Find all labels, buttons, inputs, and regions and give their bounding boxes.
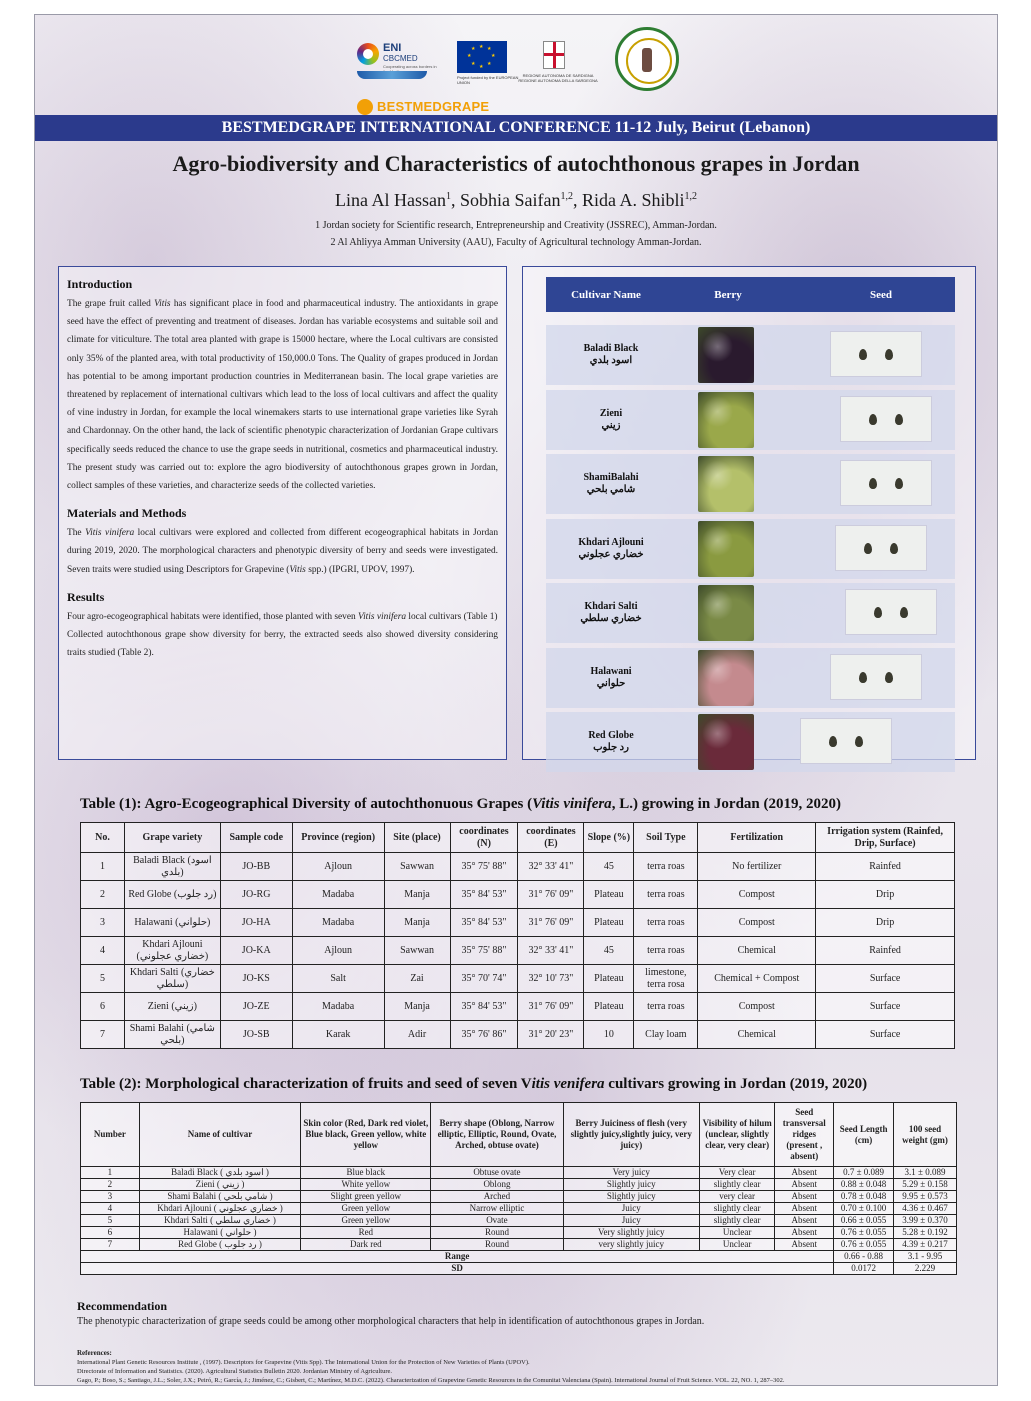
table2-header-cell: Skin color (Red, Dark red violet, Blue black, Green yellow, white yellow xyxy=(301,1103,431,1167)
table1-cell: Plateau xyxy=(584,881,634,909)
table1-cell: Drip xyxy=(816,881,955,909)
reference-3: Gago, P.; Boso, S.; Santiago, J.L.; Soler, J.X.; Peiró, R.; García, J.; Jiménez, C.; Gisbert, C.; Martínez, M.D.C. (2022). Characterization of Grapevine Genetic Resources in the Comunitat Valenciana (Spain). International Journal of Fruit Science. VOL. 22, NO. 1, 287–302. xyxy=(77,1377,785,1384)
cultivar-row xyxy=(546,390,955,450)
cultivar-name xyxy=(546,519,676,579)
table2-header-cell: Number xyxy=(81,1103,140,1167)
seed-photo xyxy=(845,589,937,635)
table1-cell: 35° 84' 53" xyxy=(450,881,518,909)
table2-cell: 0.7 ± 0.089 xyxy=(834,1167,894,1179)
table1-cell: terra roas xyxy=(634,881,698,909)
table1-cell: 35° 75' 88" xyxy=(450,937,518,965)
table1-header-row xyxy=(81,823,955,853)
table2-cell: Baladi Black ( اسود بلدي ) xyxy=(139,1167,301,1179)
cultivar-row xyxy=(546,325,955,385)
table2-cell: Shami Balahi ( شامي بلحي ) xyxy=(139,1191,301,1203)
cultivar-name xyxy=(546,390,676,450)
table2-cell: Absent xyxy=(775,1215,834,1227)
table1-cell: Khdari Salti (خضاري سلطي) xyxy=(124,965,220,993)
table1-cell: terra roas xyxy=(634,909,698,937)
table2-cell: very clear xyxy=(699,1191,775,1203)
table2-cell: Dark red xyxy=(301,1239,431,1251)
cultivar-name-ar: شامي بلحي xyxy=(586,484,636,495)
table2-cell: 5.28 ± 0.192 xyxy=(893,1227,956,1239)
table1-cell: 35° 75' 88" xyxy=(450,853,518,881)
table2-cell: Khdari Salti ( خضاري سلطي ) xyxy=(139,1215,301,1227)
table-row xyxy=(81,1203,957,1215)
table1-cell: 32° 10' 73" xyxy=(518,965,584,993)
eu-flag-logo: ★ ★ ★ ★ ★ ★ ★ ★ Project funded by the EUROPEAN UNION xyxy=(457,41,527,87)
table1-cell: 35° 84' 53" xyxy=(450,993,518,1021)
table2-cell: 9.95 ± 0.573 xyxy=(893,1191,956,1203)
table1-cell: 31° 76' 09" xyxy=(518,881,584,909)
table1-cell: JO-BB xyxy=(220,853,292,881)
seed-shape xyxy=(869,414,877,425)
table1-cell: Chemical xyxy=(698,1021,816,1049)
table2-cell: 0.70 ± 0.100 xyxy=(834,1203,894,1215)
cultivar-name-ar: خضاري سلطي xyxy=(580,613,642,624)
table1-cell: Ajloun xyxy=(292,853,384,881)
table2-header-cell: Name of cultivar xyxy=(139,1103,301,1167)
table1-header-cell: Sample code xyxy=(220,823,292,853)
table1-cell: Manja xyxy=(384,909,450,937)
cultivar-name-en: Halawani xyxy=(590,665,632,677)
table2-cell: slightly clear xyxy=(699,1179,775,1191)
logo-row xyxy=(35,27,997,117)
seed-photo xyxy=(835,525,927,571)
table1-cell: JO-KA xyxy=(220,937,292,965)
cultivar-table-header xyxy=(546,277,955,312)
table1-header-cell: Site (place) xyxy=(384,823,450,853)
table2-cell: Unclear xyxy=(699,1239,775,1251)
table2-cell: Very clear xyxy=(699,1167,775,1179)
table2-cell: Ovate xyxy=(431,1215,563,1227)
table2-cell: Absent xyxy=(775,1167,834,1179)
table1-cell: 35° 70' 74" xyxy=(450,965,518,993)
introduction-text: The grape fruit called Vitis has significant place in food and pharmaceutical industry. The antioxidants in grape seed have the effect of preventing and treatment of diseases. Jordan has variable ecosystems and suitable soil and climate for viticulture. The total area planted with grape is 15000 hectare, where the Local cultivars are consisted only 35% of the planted area, with total productivity of 150,000.0 Tons. The Quality of grapes produced in Jordan has potential to be among important production countries in Mediterranean basin. The local grape varieties are threatened by replacement of international cultivars which lead to the loss of local cultivars and affect the quality of vine industry in Jordan, for example the local winemakers starts to use international grape varieties like Syrah and Chardonnay. On the other hand, the lack of scientific phenotypic characterization of Jordanian Grape cultivars specifically seeds reduced the chance to use the grape seeds in nutritional, cosmetics and pharmaceutical industry. The present study was carried out to: explore the agro biodiversity of autochthonous grapes grown in Jordan, collect samples of these varieties, and characterize seeds of the collected varieties. xyxy=(67,299,498,492)
seed-shape xyxy=(895,478,903,489)
poster xyxy=(34,14,998,1386)
table1-cell: Salt xyxy=(292,965,384,993)
cultivar-name-en: Baladi Black xyxy=(583,343,639,354)
table2-cell: 3.99 ± 0.370 xyxy=(893,1215,956,1227)
table1-cell: Adir xyxy=(384,1021,450,1049)
table2-cell: Round xyxy=(431,1227,563,1239)
table2 xyxy=(80,1102,957,1275)
summary-seed-length: 0.0172 xyxy=(834,1263,894,1275)
table2-cell: 0.78 ± 0.048 xyxy=(834,1191,894,1203)
table-row xyxy=(81,1191,957,1203)
table1-cell: 31° 20' 23" xyxy=(518,1021,584,1049)
bestmedgrape-logo: BESTMEDGRAPE xyxy=(357,97,507,119)
table1-cell: Rainfed xyxy=(816,937,955,965)
cultivar-name xyxy=(546,325,676,385)
seed-shape xyxy=(869,478,877,489)
cultivar-name-en: Zieni xyxy=(599,407,623,419)
cultivar-name-ar: خضاري عجلوني xyxy=(578,548,644,560)
table1-title: Table (1): Agro-Ecogeographical Diversity of autochthonuous Grapes (Vitis vinifera, L.) growing in Jordan (2019, 2020) xyxy=(80,796,842,812)
berry-photo xyxy=(698,521,754,577)
cultivar-name xyxy=(546,648,676,708)
cultivar-row xyxy=(546,712,955,772)
table1-cell: Compost xyxy=(698,909,816,937)
table1-cell: Madaba xyxy=(292,993,384,1021)
table1-cell: Zai xyxy=(384,965,450,993)
table1-cell: Plateau xyxy=(584,909,634,937)
table2-cell: Slightly juicy xyxy=(563,1179,699,1191)
table1-cell: Shami Balahi (شامي بلحي) xyxy=(124,1021,220,1049)
table1-cell: Baladi Black (اسود بلدي) xyxy=(124,853,220,881)
seed-photo xyxy=(830,331,922,377)
jssrec-seal-logo xyxy=(615,27,679,91)
table1-cell: 6 xyxy=(81,993,125,1021)
table-row xyxy=(81,853,955,881)
seed-shape xyxy=(855,736,863,747)
seed-photo xyxy=(840,460,932,506)
range-row xyxy=(81,1251,957,1263)
cultivar-name-en: ShamiBalahi xyxy=(583,472,639,483)
table-row xyxy=(81,1215,957,1227)
eni-cbcmed-logo: ENI CBCMED Cooperating across borders in xyxy=(357,41,447,89)
summary-seed-weight: 3.1 - 9.95 xyxy=(893,1251,956,1263)
table1 xyxy=(80,822,955,1049)
table2-cell: slightly clear xyxy=(699,1203,775,1215)
table1-cell: Surface xyxy=(816,965,955,993)
table1-cell: Madaba xyxy=(292,881,384,909)
poster-title: Agro-biodiversity and Characteristics of autochthonous grapes in Jordan xyxy=(172,151,860,176)
table2-header-cell: 100 seed weight (gm) xyxy=(893,1103,956,1167)
table1-cell: 4 xyxy=(81,937,125,965)
table1-cell: 32° 33' 41" xyxy=(518,853,584,881)
table2-cell: Obtuse ovate xyxy=(431,1167,563,1179)
seed-shape xyxy=(874,607,882,618)
berry-photo xyxy=(698,456,754,512)
results-text: Four agro-ecogeographical habitats were identified, those planted with seven Vitis vinifera local cultivars (Table 1) Collected autochthonous grape show diversity for berry, the extracted seeds also showed diversity considering traits studied (Table 2). xyxy=(67,611,498,659)
table2-cell: Very slightly juicy xyxy=(563,1227,699,1239)
header-seed: Seed xyxy=(870,288,892,301)
table1-cell: Compost xyxy=(698,881,816,909)
table1-cell: JO-RG xyxy=(220,881,292,909)
cultivar-row xyxy=(546,519,955,579)
table1-cell: 45 xyxy=(584,937,634,965)
reference-2: Directorate of Information and Statistics. (2020). Agricultural Statistics Bulletin 2020. Jordanian Ministry of Agriculture. xyxy=(77,1368,393,1375)
summary-label: SD xyxy=(81,1263,834,1275)
table1-header-cell: Irrigation system (Rainfed, Drip, Surface) xyxy=(816,823,955,853)
methods-text: The Vitis vinifera local cultivars were explored and collected from different ecogeographical habitats in Jordan during 2019, 2020. The morphological characters and phenotypic diversity of berry and seeds were investigated. Seven traits were studied using Descriptors for Grapevine (Vitis spp.) (IPGRI, UPOV, 1997). xyxy=(67,528,499,575)
table1-cell: Manja xyxy=(384,881,450,909)
table1-cell: Sawwan xyxy=(384,853,450,881)
reference-1: International Plant Genetic Resources Institute , (1997). Descriptors for Grapevine (Vitis Spp). The International Union for the Protection of New Varieties of Plants (UPOV). xyxy=(77,1359,530,1366)
table2-cell: Red xyxy=(301,1227,431,1239)
conference-banner: BESTMEDGRAPE INTERNATIONAL CONFERENCE 11-12 July, Beirut (Lebanon) xyxy=(35,115,997,141)
table-row xyxy=(81,881,955,909)
berry-photo xyxy=(698,392,754,448)
table2-cell: 0.88 ± 0.048 xyxy=(834,1179,894,1191)
table2-header-cell: Berry Juiciness of flesh (very slightly juicy,slightly juicy, very juicy) xyxy=(563,1103,699,1167)
results-heading: Results xyxy=(67,589,105,604)
table1-cell: No fertilizer xyxy=(698,853,816,881)
table2-cell: Juicy xyxy=(563,1203,699,1215)
recommendation-text: The phenotypic characterization of grape seeds could be among other morphological characters that help in identification of autochthonous grapes in Jordan. xyxy=(77,1316,705,1327)
affiliation-2: 2 Al Ahliyya Amman University (AAU), Faculty of Agricultural technology Amman-Jordan. xyxy=(330,237,702,248)
header-berry: Berry xyxy=(714,288,742,301)
table-row xyxy=(81,937,955,965)
table2-cell: Slight green yellow xyxy=(301,1191,431,1203)
table1-cell: Plateau xyxy=(584,965,634,993)
seed-photo xyxy=(840,396,932,442)
seed-shape xyxy=(885,672,893,683)
table-row xyxy=(81,909,955,937)
table1-header-cell: No. xyxy=(81,823,125,853)
cultivar-name-en: Red Globe xyxy=(588,730,634,741)
cultivar-name-ar: رد جلوب xyxy=(593,742,629,753)
table2-cell: Absent xyxy=(775,1191,834,1203)
methods-heading: Materials and Methods xyxy=(67,506,187,521)
cultivar-row xyxy=(546,454,955,514)
table2-cell: 0.76 ± 0.055 xyxy=(834,1239,894,1251)
table2-cell: 1 xyxy=(81,1167,140,1179)
berry-photo xyxy=(698,650,754,706)
table2-cell: 4 xyxy=(81,1203,140,1215)
table2-cell: 6 xyxy=(81,1227,140,1239)
table2-cell: 5 xyxy=(81,1215,140,1227)
references-heading: References: xyxy=(77,1349,112,1357)
berry-photo xyxy=(698,585,754,641)
table1-cell: Plateau xyxy=(584,993,634,1021)
table2-cell: Green yellow xyxy=(301,1203,431,1215)
seed-photo xyxy=(800,718,892,764)
table1-header-cell: Grape variety xyxy=(124,823,220,853)
summary-label: Range xyxy=(81,1251,834,1263)
table1-cell: terra roas xyxy=(634,853,698,881)
table1-cell: JO-HA xyxy=(220,909,292,937)
text-panel xyxy=(58,266,507,760)
table2-cell: 4.39 ± 0.217 xyxy=(893,1239,956,1251)
seed-shape xyxy=(864,543,872,554)
cultivar-name xyxy=(546,454,676,514)
table-row xyxy=(81,1021,955,1049)
cultivar-name xyxy=(546,712,676,772)
table1-cell: Karak xyxy=(292,1021,384,1049)
table1-cell: 31° 76' 09" xyxy=(518,993,584,1021)
table1-cell: Surface xyxy=(816,993,955,1021)
cultivar-name xyxy=(546,583,676,643)
table2-header-cell: Seed transversal ridges (present , absent) xyxy=(775,1103,834,1167)
table-row xyxy=(81,1167,957,1179)
table-row xyxy=(81,1239,957,1251)
table1-cell: 1 xyxy=(81,853,125,881)
table1-cell: Zieni (زيني) xyxy=(124,993,220,1021)
table1-cell: terra roas xyxy=(634,993,698,1021)
seed-shape xyxy=(890,543,898,554)
seed-shape xyxy=(895,414,903,425)
table2-header-cell: Berry shape (Oblong, Narrow elliptic, Elliptic, Round, Ovate, Arched, obtuse ovate) xyxy=(431,1103,563,1167)
table1-cell: 32° 33' 41" xyxy=(518,937,584,965)
table1-cell: Compost xyxy=(698,993,816,1021)
cultivar-name-ar: اسود بلدي xyxy=(589,355,633,366)
recommendation-heading: Recommendation xyxy=(77,1299,167,1313)
berry-photo xyxy=(698,714,754,770)
table1-header-cell: coordinates (N) xyxy=(450,823,518,853)
sardinia-region-logo: REGIONE AUTONOMA DE SARDIGNA REGIONE AUTONOMA DELLA SARDEGNA xyxy=(513,39,603,87)
table2-cell: Oblong xyxy=(431,1179,563,1191)
cultivar-name-ar: حلواني xyxy=(596,677,626,689)
cultivar-name-en: Khdari Ajlouni xyxy=(578,536,644,548)
table2-cell: very slightly juicy xyxy=(563,1239,699,1251)
table1-cell: Drip xyxy=(816,909,955,937)
table1-cell: Ajloun xyxy=(292,937,384,965)
table1-cell: 35° 76' 86" xyxy=(450,1021,518,1049)
seed-shape xyxy=(900,607,908,618)
seed-shape xyxy=(859,672,867,683)
summary-seed-length: 0.66 - 0.88 xyxy=(834,1251,894,1263)
table2-cell: Absent xyxy=(775,1239,834,1251)
cultivar-name-ar: زيني xyxy=(601,419,621,431)
table1-cell: Red Globe (رد جلوب) xyxy=(124,881,220,909)
table2-cell: 7 xyxy=(81,1239,140,1251)
table1-cell: Chemical + Compost xyxy=(698,965,816,993)
sd-row xyxy=(81,1263,957,1275)
table1-cell: Sawwan xyxy=(384,937,450,965)
table-row xyxy=(81,1179,957,1191)
table2-cell: Narrow elliptic xyxy=(431,1203,563,1215)
table1-cell: terra roas xyxy=(634,937,698,965)
table1-cell: 5 xyxy=(81,965,125,993)
table2-cell: Red Globe ( رد جلوب ) xyxy=(139,1239,301,1251)
table-row xyxy=(81,965,955,993)
table1-cell: limestone, terra rosa xyxy=(634,965,698,993)
affiliation-1: 1 Jordan society for Scientific research, Entrepreneurship and Creativity (JSSREC), Amman-Jordan. xyxy=(315,220,717,231)
table1-cell: Chemical xyxy=(698,937,816,965)
table1-header-cell: Fertilization xyxy=(698,823,816,853)
table2-title: Table (2): Morphological characterization of fruits and seed of seven Vitis venifera cultivars growing in Jordan (2019, 2020) xyxy=(80,1076,868,1092)
table1-cell: 45 xyxy=(584,853,634,881)
introduction-heading: Introduction xyxy=(67,277,133,291)
table2-cell: Blue black xyxy=(301,1167,431,1179)
table2-cell: 3.1 ± 0.089 xyxy=(893,1167,956,1179)
table2-cell: White yellow xyxy=(301,1179,431,1191)
table1-cell: 2 xyxy=(81,881,125,909)
table2-cell: 0.76 ± 0.055 xyxy=(834,1227,894,1239)
table1-header-cell: coordinates (E) xyxy=(518,823,584,853)
berry-photo xyxy=(698,327,754,383)
table1-cell: Halawani (حلواني) xyxy=(124,909,220,937)
table1-cell: Manja xyxy=(384,993,450,1021)
table2-cell: 3 xyxy=(81,1191,140,1203)
table1-cell: Madaba xyxy=(292,909,384,937)
cultivar-name-en: Khdari Salti xyxy=(584,601,638,612)
table2-header-row xyxy=(81,1103,957,1167)
table2-cell: Khdari Ajlouni ( خضاري عجلوني ) xyxy=(139,1203,301,1215)
table1-cell: 10 xyxy=(584,1021,634,1049)
table1-header-cell: Slope (%) xyxy=(584,823,634,853)
cultivar-image-panel xyxy=(522,266,976,760)
table1-header-cell: Soil Type xyxy=(634,823,698,853)
table1-cell: 31° 76' 09" xyxy=(518,909,584,937)
table1-cell: 35° 84' 53" xyxy=(450,909,518,937)
table1-cell: Clay loam xyxy=(634,1021,698,1049)
header-cultivar-name: Cultivar Name xyxy=(571,288,641,301)
cultivar-row xyxy=(546,583,955,643)
cultivar-row xyxy=(546,648,955,708)
table1-cell: Surface xyxy=(816,1021,955,1049)
table1-cell: JO-KS xyxy=(220,965,292,993)
table2-cell: Absent xyxy=(775,1227,834,1239)
table2-cell: Green yellow xyxy=(301,1215,431,1227)
table2-cell: 5.29 ± 0.158 xyxy=(893,1179,956,1191)
table2-cell: Absent xyxy=(775,1179,834,1191)
table2-cell: Very juicy xyxy=(563,1167,699,1179)
table2-cell: Zieni ( زيني ) xyxy=(139,1179,301,1191)
summary-seed-weight: 2.229 xyxy=(893,1263,956,1275)
table1-header-cell: Province (region) xyxy=(292,823,384,853)
table-row xyxy=(81,993,955,1021)
table2-cell: Juicy xyxy=(563,1215,699,1227)
seed-photo xyxy=(830,654,922,700)
table1-cell: JO-ZE xyxy=(220,993,292,1021)
table-row xyxy=(81,1227,957,1239)
table1-cell: Khdari Ajlouni (خضاري عجلوني) xyxy=(124,937,220,965)
table2-cell: Round xyxy=(431,1239,563,1251)
table1-cell: JO-SB xyxy=(220,1021,292,1049)
table2-cell: 2 xyxy=(81,1179,140,1191)
table2-cell: Absent xyxy=(775,1203,834,1215)
table2-cell: Halawani ( حلواني ) xyxy=(139,1227,301,1239)
table2-header-cell: Seed Length (cm) xyxy=(834,1103,894,1167)
table1-cell: 7 xyxy=(81,1021,125,1049)
table1-cell: 3 xyxy=(81,909,125,937)
table2-cell: Slightly juicy xyxy=(563,1191,699,1203)
author-list: Lina Al Hassan$^1$, Sobhia Saifan$^{1,2}$, Rida A. Shibli$^{1,2}$ xyxy=(335,190,697,210)
table2-cell: 4.36 ± 0.467 xyxy=(893,1203,956,1215)
table2-cell: Arched xyxy=(431,1191,563,1203)
table1-cell: Rainfed xyxy=(816,853,955,881)
table2-cell: Unclear xyxy=(699,1227,775,1239)
table2-header-cell: Visibility of hilum (unclear, slightly clear, very clear) xyxy=(699,1103,775,1167)
table2-cell: slightly clear xyxy=(699,1215,775,1227)
seed-shape xyxy=(829,736,837,747)
seed-shape xyxy=(885,349,893,360)
seed-shape xyxy=(859,349,867,360)
table2-cell: 0.66 ± 0.055 xyxy=(834,1215,894,1227)
